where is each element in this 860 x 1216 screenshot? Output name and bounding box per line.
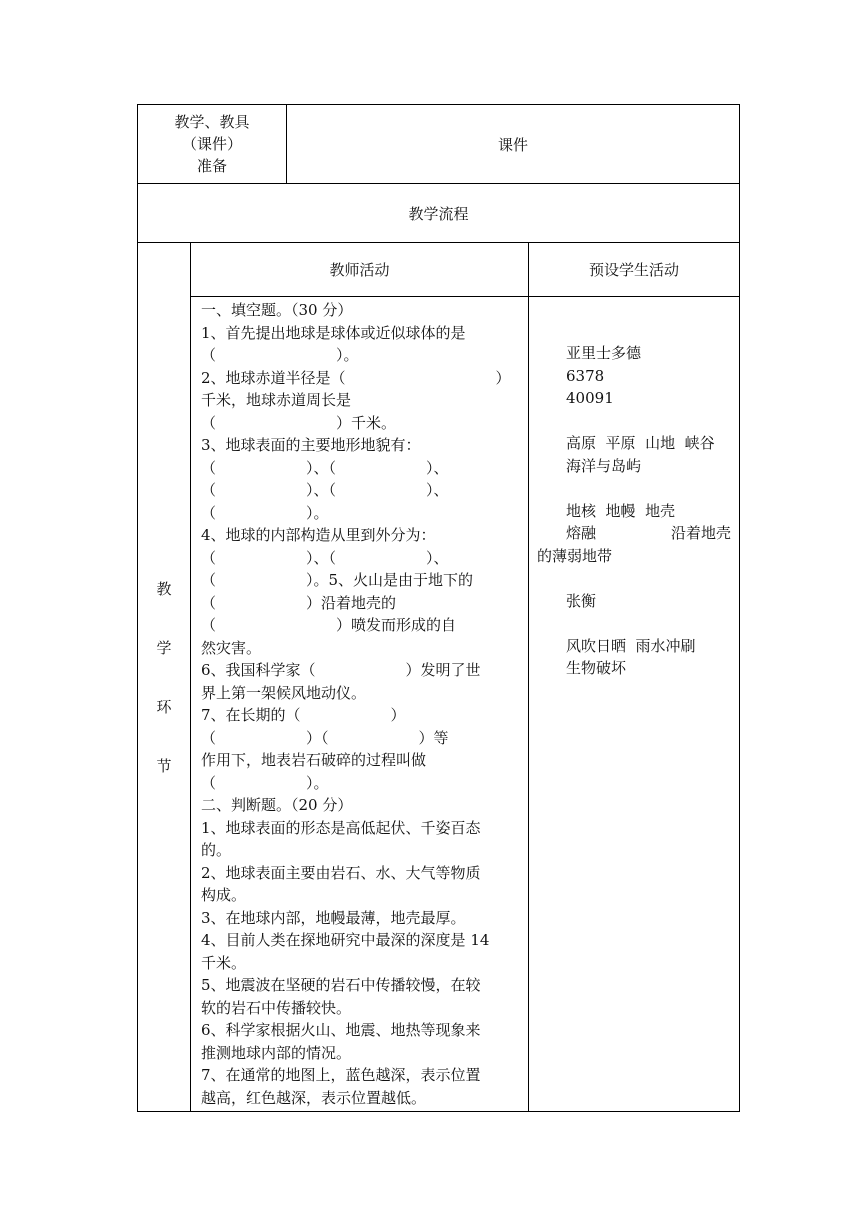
section-label-char: 环: [156, 698, 172, 716]
teacher-activity-cell: [191, 297, 529, 1112]
student-header: 预设学生活动: [589, 261, 680, 279]
teacher-text-line: 然灾害。: [201, 638, 262, 657]
prep-label-line: 准备: [197, 157, 228, 175]
answer-text: 高原 平原 山地 峡谷: [566, 434, 715, 452]
teacher-text-line: 5、地震波在坚硬的岩石中传播较慢，在较: [201, 976, 481, 994]
teacher-text-line: （ ）喷发而形成的自: [201, 616, 457, 634]
teacher-text-line: 7、在长期的（ ）: [201, 706, 406, 724]
teacher-text-line: 2、地球赤道半径是（ ）: [201, 368, 511, 387]
teacher-header-cell: [191, 243, 529, 297]
answer-text: 40091: [566, 389, 614, 407]
student-header-cell: [529, 243, 740, 297]
teacher-header: 教师活动: [329, 261, 390, 279]
teacher-text-line: 千米。: [201, 953, 247, 972]
teacher-text-line: 的。: [201, 841, 232, 859]
teacher-text-line: 1、首先提出地球是球体或近似球体的是: [201, 323, 466, 342]
answer-split-line: [537, 522, 731, 545]
teacher-text-line: 越高，红色越深，表示位置越低。: [201, 1088, 427, 1107]
teacher-text-line: 推测地球内部的情况。: [201, 1043, 352, 1062]
answer-text: 地核 地幔 地壳: [566, 501, 676, 520]
spacer: [537, 567, 731, 590]
teacher-text-line: 4、地球的内部构造从里到外分为：: [201, 526, 436, 544]
answer-text: 6378: [566, 366, 605, 385]
teacher-text-line: 作用下，地表岩石破碎的过程叫做: [201, 751, 427, 769]
prep-label-line: 教学、教具: [174, 113, 250, 131]
teacher-text-line: 6、我国科学家（ ）发明了世: [201, 661, 481, 679]
teacher-text-line: （ ）沿着地壳的: [201, 593, 397, 612]
answer-text: 风吹日晒 雨水冲刷: [566, 636, 696, 655]
prep-value-cell: [287, 105, 740, 184]
section-label-char: 学: [156, 639, 172, 657]
section-label-char: 教: [156, 580, 172, 598]
flow-title: 教学流程: [408, 204, 469, 223]
teacher-text-line: （ ）。: [201, 346, 359, 364]
prep-row: [138, 105, 740, 184]
lesson-plan-table: [137, 104, 740, 1112]
teacher-text-line: （ ）。5、火山是由于地下的: [201, 571, 474, 589]
teacher-text-line: 软的岩石中传播较快。: [201, 998, 352, 1017]
teacher-text-line: 4、目前人类在探地研究中最深的深度是 14: [201, 931, 490, 949]
content-row: [138, 297, 740, 1112]
flow-title-row: [138, 184, 740, 243]
teacher-text-line: 7、在通常的地图上，蓝色越深，表示位置: [201, 1066, 481, 1084]
prep-label-cell: [138, 105, 287, 184]
teacher-text-line: （ ）、（ ）、: [201, 548, 449, 567]
teacher-text-line: 6、科学家根据火山、地震、地热等现象来: [201, 1021, 481, 1039]
teacher-text-line: （ ）千米。: [201, 413, 397, 432]
spacer: [537, 477, 731, 500]
teacher-text-line: （ ）、（ ）、: [201, 458, 449, 477]
answer-text: 熔融: [566, 524, 597, 542]
teacher-text-line: （ ）。: [201, 773, 329, 792]
teacher-text-line: 2、地球表面主要由岩石、水、大气等物质: [201, 863, 481, 882]
answer-text: 亚里士多德: [566, 344, 642, 362]
teacher-text-line: 1、地球表面的形态是高低起伏、千姿百态: [201, 818, 481, 837]
teacher-text-line: （ ）。: [201, 503, 329, 522]
teacher-text-line: 千米，地球赤道周长是: [201, 391, 352, 409]
flow-title-cell: [138, 184, 740, 243]
spacer: [537, 612, 731, 635]
prep-label-line: （课件）: [182, 135, 243, 153]
prep-value: 课件: [498, 135, 529, 154]
teacher-text-line: 二、判断题。（20 分）: [201, 796, 353, 814]
answer-text: 海洋与岛屿: [566, 456, 642, 475]
teacher-text-line: 构成。: [201, 886, 247, 904]
header-row: [138, 243, 740, 297]
answer-text: 的薄弱地带: [537, 546, 613, 565]
teacher-text-line: 3、在地球内部，地幔最薄，地壳最厚。: [201, 908, 466, 927]
teacher-text-line: 一、填空题。（30 分）: [201, 301, 353, 319]
answer-text: 生物破坏: [566, 659, 627, 677]
answer-text: 沿着地壳: [671, 524, 732, 542]
teacher-text-line: （ ）（ ）等: [201, 728, 449, 747]
section-label-cell: [138, 243, 191, 1112]
spacer: [537, 410, 731, 433]
student-activity-cell: [529, 297, 740, 1112]
teacher-text-line: （ ）、（ ）、: [201, 481, 449, 499]
answer-text: 张衡: [566, 591, 597, 610]
teacher-text-line: 界上第一架候风地动仪。: [201, 683, 367, 702]
teacher-text-line: 3、地球表面的主要地形地貌有：: [201, 436, 421, 454]
section-label-char: 节: [156, 757, 172, 775]
